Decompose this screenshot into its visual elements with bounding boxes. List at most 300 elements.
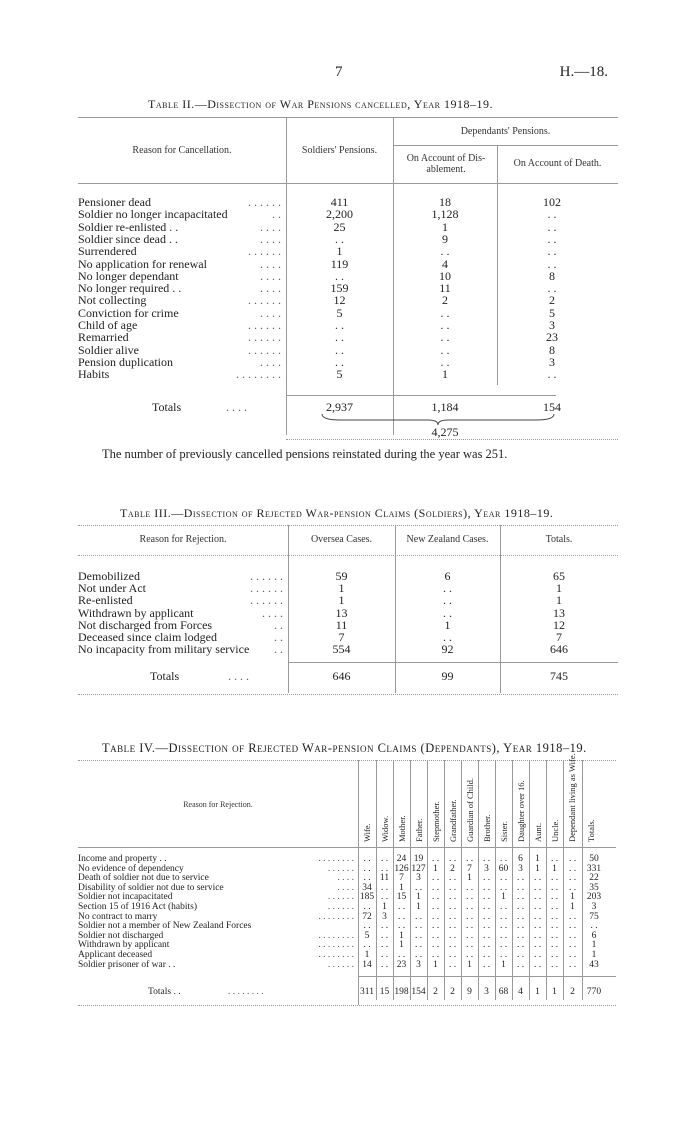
table4-cell: . . [516, 911, 525, 922]
table4-cell: . . [533, 911, 542, 922]
table3-row-reason: Withdrawn by applicant [78, 605, 194, 620]
table2-row-dots: . . . . . . . . [236, 368, 281, 381]
table4-total-cell: 3 [484, 987, 489, 997]
table4-cell: . . [533, 921, 542, 932]
table4-totals-label: Totals . . [148, 987, 181, 997]
table4-cell: . . [516, 902, 525, 912]
table4-cell: . . [533, 873, 542, 884]
table4-cell: . . [568, 882, 577, 893]
table4-header-rule [78, 847, 616, 848]
table4-cell: . . [431, 921, 440, 932]
table2-row-dots: . . . . [260, 220, 281, 233]
table4-cell: . . [363, 863, 371, 874]
table4-column-header: Father. [414, 818, 424, 842]
table4-totals-dots: . . . . . . . . [228, 987, 264, 997]
table4-cell: 7 [467, 863, 472, 874]
table4-total-cell: 2 [570, 987, 575, 997]
table4-cell: . . [431, 854, 440, 864]
table4-cell: 126 [394, 863, 409, 874]
table4-cell: . . [499, 882, 508, 893]
table4-cell: . . [414, 940, 423, 951]
table4-row-dots: . . . . . . . . [318, 931, 354, 941]
table4-cell: . . [550, 854, 559, 864]
table3-total-overseas: 646 [332, 669, 351, 683]
table4-cell: 3 [591, 902, 597, 912]
table4-cell: . . [550, 930, 559, 941]
table4-cell: . . [482, 892, 491, 903]
table4-cell: . . [431, 940, 440, 951]
table3-row-total: 12 [553, 617, 565, 632]
table2-row-disablement: 10 [439, 268, 451, 283]
table4-cell: . . [448, 854, 457, 864]
table2-row-reason: No longer dependant [78, 268, 179, 283]
table4-cell: 1 [535, 854, 540, 864]
table2-row-soldiers: 2,200 [326, 207, 353, 222]
table4-cell: 3 [484, 863, 489, 874]
table4-cell: . . [499, 911, 508, 922]
table4-column-header: Mother. [397, 815, 407, 842]
table4-row-dots: . . . . [337, 874, 354, 884]
table4-total-cell: 1 [535, 987, 540, 997]
table4-cell: . . [448, 930, 457, 941]
table4-row-reason: Applicant deceased [78, 950, 153, 960]
table2-row-disablement: . . [440, 354, 450, 369]
table4-cell: . . [414, 930, 423, 941]
table2-row-death: . . [547, 219, 557, 234]
table4-cell: . . [568, 959, 577, 970]
table2-row-dots: . . . . . . [248, 319, 281, 331]
table4-cell: 7 [399, 873, 404, 884]
table2-row-disablement: 9 [442, 231, 448, 246]
table4-cell: 1 [467, 959, 472, 970]
table3-row-total: 13 [553, 605, 565, 620]
table4-column-header: Grandfather. [448, 799, 458, 842]
table4-cell: 43 [589, 959, 599, 970]
table3-header-overseas: Oversea Cases. [310, 534, 373, 545]
table4-cell: 1 [467, 873, 472, 884]
table4-cell: 1 [399, 930, 404, 941]
table4-cell: . . [516, 950, 525, 960]
table4-cell: . . [448, 911, 457, 922]
table4-cell: 1 [552, 863, 557, 874]
table3-row-total: 7 [556, 630, 562, 644]
table2-header-soldiers: Soldiers' Pensions. [301, 145, 378, 156]
table4-cell: 1 [364, 950, 370, 960]
table4-cell: 72 [362, 911, 372, 922]
table4-row-dots: . . . . . . . . [318, 951, 354, 960]
table4-cell: . . [431, 911, 440, 922]
table2-grand-total: 4,275 [431, 425, 459, 439]
table3-row-nz: . . [443, 630, 452, 644]
table4-cell: 19 [413, 854, 424, 864]
table3-total-all: 745 [550, 669, 568, 683]
table3-top-rule [78, 525, 618, 526]
table4-top-rule [78, 760, 616, 761]
table4-row-dots: . . . . . . . . [318, 941, 354, 951]
table2-row-soldiers: 411 [330, 195, 349, 209]
table4-cell: . . [414, 950, 423, 960]
table4-cell: 1 [570, 902, 575, 912]
table2-total-death: 154 [543, 400, 561, 414]
table2-row-death: 8 [549, 342, 555, 357]
table2-row-disablement: 1,128 [431, 207, 459, 222]
table2-row-disablement: . . [440, 342, 450, 357]
table2-grand-total-brace [320, 412, 556, 426]
table3-row-reason: Not under Act [78, 581, 146, 596]
table2-row-disablement: . . [440, 244, 450, 259]
table4-cell: . . [465, 854, 474, 864]
table2-row-dots: . . . . [260, 306, 281, 319]
table2-row-soldiers: . . [335, 318, 344, 332]
table2-bottom-rule [286, 439, 618, 440]
table3-row-reason: Demobilized [78, 569, 140, 583]
table4-cell: . . [380, 863, 389, 874]
table4-cell: 127 [411, 863, 426, 874]
page-number: 7 [335, 64, 343, 80]
table4-cell: 185 [359, 892, 375, 903]
table4-cell: . . [550, 902, 559, 912]
table3-row-dots: . . . . . . [250, 582, 283, 595]
table4-cell: . . [465, 930, 474, 941]
table2-header-rule [78, 183, 618, 184]
table4-column-header: Wife. [362, 823, 372, 842]
table4-cell: . . [482, 902, 491, 912]
table4-cell: . . [363, 854, 371, 864]
table3-totals-rule [288, 662, 618, 663]
table4-row-reason: Disability of soldier not due to service [78, 882, 224, 893]
table4-cell: . . [448, 921, 457, 932]
table2-header-reason: Reason for Cancellation. [132, 145, 232, 156]
table3-row-overseas: 13 [335, 605, 348, 620]
table4-cell: . . [499, 854, 508, 864]
table3-totals-dots: . . . . [228, 669, 249, 683]
table2-row-reason: Soldier no longer incapacitated [78, 207, 228, 222]
table4-row-dots: . . . . . . [327, 893, 354, 903]
table4-cell: 1 [591, 950, 597, 960]
table2-row-soldiers: . . [335, 330, 344, 345]
table2-row-death: 23 [546, 330, 558, 345]
table4-cell: . . [568, 930, 577, 941]
table4-title: Table IV.—Dissection of Rejected War-pension Claims (Dependants), Year 1918–19. [102, 741, 587, 755]
table2-row-dots: . . . . . . [248, 196, 281, 208]
table4-row-reason: Soldier not discharged [78, 930, 164, 941]
table2-row-death: 2 [549, 293, 555, 308]
table4-cell: . . [482, 854, 491, 864]
table4-total-cell: 311 [360, 987, 374, 997]
table4-cell: . . [448, 950, 457, 960]
table4-cell: . . [465, 911, 474, 922]
table4-cell: 3 [416, 959, 421, 970]
table4-cell: . . [568, 854, 577, 864]
table2-row-reason: Soldier alive [78, 342, 139, 357]
table4-column-header: Aunt. [533, 822, 543, 842]
table4-cell: . . [482, 940, 491, 951]
table4-cell: . . [380, 940, 389, 951]
table3-row-overseas: 554 [332, 642, 351, 657]
table2-totals-rule [286, 395, 556, 396]
table2-row-reason: Pension duplication [78, 354, 173, 369]
table4-cell: . . [568, 863, 577, 874]
table4-cell: . . [499, 921, 508, 932]
table2-row-disablement: . . [440, 330, 450, 345]
table4-column-header: Brother. [482, 814, 492, 842]
table4-cell: . . [590, 921, 598, 932]
table4-cell: 1 [416, 902, 421, 912]
table3-totals-label: Totals [150, 669, 180, 683]
table4-row-reason: Soldier not incapacitated [78, 892, 173, 903]
table4-cell: 2 [450, 863, 455, 874]
table3-row-nz: 92 [441, 642, 454, 657]
table4-cell: . . [380, 892, 389, 903]
table4-cell: 14 [362, 959, 372, 970]
table3-row-overseas: 1 [338, 593, 345, 608]
table2-title: Table II.—Dissection of War Pensions cancelled, Year 1918–19. [148, 97, 493, 111]
table4-cell: 35 [589, 882, 599, 893]
table2-row-reason: No application for renewal [78, 256, 207, 271]
table2-row-dots: . . . . [260, 269, 281, 282]
table4-cell: 203 [586, 892, 602, 903]
table4-cell: . . [397, 911, 406, 922]
table4-column-header: Widow. [380, 815, 390, 842]
table4-cell: 3 [416, 873, 421, 884]
table3-row-dots: . . [274, 618, 283, 631]
table4-cell: . . [380, 882, 389, 893]
table2-row-soldiers: 12 [333, 293, 346, 308]
table4-cell: . . [414, 882, 423, 893]
table2-row-death: 102 [543, 195, 561, 209]
table4-cell: . . [550, 873, 559, 884]
table2-row-death: . . [547, 244, 557, 259]
table4-cell: . . [448, 902, 457, 912]
table2-header-dependants: Dependants' Pensions. [460, 126, 551, 137]
table4-header-reason: Reason for Rejection. [183, 800, 253, 809]
table4-cell: 1 [570, 892, 575, 903]
table3-row-total: 65 [553, 569, 565, 583]
table2-totals-label: Totals [152, 400, 182, 414]
table4-total-cell: 1 [552, 987, 557, 997]
table4-cell: . . [550, 921, 559, 932]
table4-cell: . . [363, 873, 371, 884]
table4-cell: 23 [396, 959, 407, 970]
table4-cell: . . [550, 892, 559, 903]
table4-row-reason: No contract to marry [78, 911, 158, 922]
table2-total-soldiers: 2,937 [326, 400, 353, 414]
table2-subhead-rule [393, 145, 618, 146]
table2-row-dots: . . . . [260, 282, 281, 295]
table4-cell: 1 [501, 959, 506, 970]
table4-column-header: Uncle. [550, 819, 560, 842]
table2-row-death: . . [547, 256, 557, 271]
table2-row-disablement: 11 [439, 281, 451, 296]
table2-row-death: . . [547, 281, 557, 296]
table4-cell: . . [533, 940, 542, 951]
table4-row-reason: Soldier prisoner of war . . [78, 959, 176, 970]
table4-cell: . . [499, 873, 508, 884]
table3-row-dots: . . . . . . [250, 594, 283, 607]
table2-row-death: . . [547, 367, 557, 382]
table4-cell: . . [533, 892, 542, 903]
table4-cell: 24 [396, 854, 407, 864]
table2-row-soldiers: 119 [330, 256, 349, 271]
table2-row-disablement: . . [440, 305, 450, 320]
table4-cell: . . [397, 921, 406, 932]
table4-cell: . . [499, 902, 508, 912]
table3-row-overseas: 59 [335, 569, 348, 583]
table4-column-header: Stepmother. [431, 801, 441, 842]
table2-row-soldiers: 5 [336, 305, 343, 320]
table4-cell: 1 [416, 892, 421, 903]
table4-total-cell: 770 [586, 987, 602, 997]
table3-row-overseas: 11 [335, 617, 348, 632]
table4-column-header: Sister. [499, 820, 509, 842]
table3-row-dots: . . . . [262, 606, 283, 619]
table2-row-disablement: 1 [442, 367, 448, 382]
table4-cell: 1 [501, 892, 506, 903]
table2-header-disablement: On Account of Dis- ablement. [406, 153, 486, 175]
table4-cell: 34 [362, 882, 372, 893]
table3-row-total: 1 [556, 581, 562, 596]
table4-cell: . . [465, 950, 474, 960]
table4-cell: 1 [399, 882, 404, 893]
table4-cell: . . [516, 921, 525, 932]
table4-cell: . . [568, 911, 577, 922]
table2-row-dots: . . . . . . [248, 343, 281, 356]
table2-row-death: 5 [549, 305, 555, 320]
table3-header-rule [78, 555, 618, 556]
table4-cell: . . [431, 892, 440, 903]
table4-cell: . . [550, 950, 559, 960]
table4-cell: 6 [518, 854, 523, 864]
table4-cell: 1 [399, 940, 404, 951]
table3-row-overseas: 1 [338, 581, 345, 596]
table4-cell: . . [363, 902, 371, 912]
table4-cell: 1 [591, 940, 597, 951]
table2-row-reason: Soldier since dead . . [78, 231, 178, 246]
table4-row-dots: . . . . . . [327, 960, 354, 970]
table2-row-reason: Child of age [78, 318, 138, 332]
table2-note: The number of previously cancelled pensions reinstated during the year was 251. [102, 447, 508, 461]
table4-cell: . . [414, 911, 423, 922]
table4-cell: . . [380, 930, 389, 941]
table4-cell: 15 [396, 892, 407, 903]
table2-row-soldiers: . . [335, 354, 344, 369]
table4-cell: . . [516, 892, 525, 903]
table4-cell: 3 [518, 863, 523, 874]
table4-column-header: Daughter over 16. [516, 780, 526, 842]
table4-cell: 22 [589, 873, 599, 884]
table2-row-reason: Remarried [78, 330, 129, 345]
table4-cell: . . [568, 873, 577, 884]
table4-total-cell: 198 [394, 987, 409, 997]
table4-row-dots: . . . . . . [327, 864, 354, 874]
table3-header-reason: Reason for Rejection. [139, 534, 227, 545]
table2-row-soldiers: . . [335, 231, 344, 246]
table2-row-death: 3 [549, 354, 555, 369]
table2-row-reason: Habits [78, 367, 110, 382]
table4-total-cell: 2 [433, 987, 438, 997]
table4-cell: 75 [589, 911, 599, 922]
table2-row-reason: Conviction for crime [78, 305, 179, 320]
table2-row-dots: . . . . [260, 257, 281, 270]
table3-row-dots: . . . . . . [250, 570, 283, 582]
table3-row-dots: . . [274, 631, 283, 643]
table2-row-reason: Pensioner dead [78, 195, 151, 209]
table2-total-disablement: 1,184 [431, 400, 459, 414]
table4-cell: . . [431, 902, 440, 912]
table2-row-reason: Surrendered [78, 244, 137, 259]
table2-row-soldiers: 1 [336, 244, 343, 259]
table4-cell: . . [516, 873, 525, 884]
table3-row-nz: . . [443, 581, 452, 596]
table4-cell: 1 [535, 863, 540, 874]
table4-cell: . . [568, 921, 577, 932]
table2-header-death: On Account of Death. [513, 158, 602, 169]
table4-cell: 60 [498, 863, 509, 874]
table4-cell: . . [550, 940, 559, 951]
table4-cell: . . [380, 921, 389, 932]
table2-row-disablement: 18 [439, 195, 451, 209]
table4-cell: . . [482, 911, 491, 922]
table4-cell: . . [431, 873, 440, 884]
table3-row-nz: 1 [444, 617, 451, 632]
table4-cell: . . [499, 950, 508, 960]
table2-row-disablement: 4 [442, 256, 448, 271]
table3-total-nz: 99 [441, 669, 454, 683]
table2-row-soldiers: . . [335, 342, 344, 357]
table3-bottom-rule [78, 694, 618, 695]
table4-cell: . . [482, 930, 491, 941]
table4-cell: 6 [591, 930, 597, 941]
table3-row-nz: . . [443, 593, 452, 608]
table4-cell: . . [448, 873, 457, 884]
table2-row-soldiers: 25 [333, 219, 346, 234]
table4-total-cell: 15 [379, 987, 390, 997]
table4-cell: . . [533, 959, 542, 970]
table3-header-nz: New Zealand Cases. [406, 534, 489, 545]
table4-cell: . . [568, 940, 577, 951]
table4-cell: . . [516, 940, 525, 951]
table2-top-rule [78, 117, 618, 118]
table3-row-nz: 6 [444, 569, 451, 583]
table4-cell: . . [568, 950, 577, 960]
table4-cell: . . [550, 959, 559, 970]
table4-total-cell: 68 [498, 987, 509, 997]
table4-total-cell: 154 [411, 987, 426, 997]
table2-row-dots: . . . . . . [248, 331, 281, 344]
table4-cell: . . [550, 911, 559, 922]
table4-total-cell: 4 [518, 987, 523, 997]
table3-row-nz: . . [443, 605, 452, 620]
table2-row-death: 8 [549, 268, 555, 283]
table4-cell: 50 [589, 854, 599, 864]
table4-cell: . . [482, 959, 491, 970]
table4-row-reason: Withdrawn by applicant [78, 940, 170, 951]
table4-cell: . . [380, 854, 389, 864]
table4-cell: . . [363, 921, 371, 932]
table4-column-header: Totals. [586, 819, 596, 842]
table3-header-totals: Totals. [545, 534, 573, 545]
table4-cell: . . [363, 940, 371, 951]
table4-row-dots: . . . . . . . . [318, 912, 354, 922]
table4-cell: . . [397, 950, 406, 960]
table4-total-cell: 2 [450, 987, 455, 997]
table4-cell: 11 [379, 873, 390, 884]
table4-row-dots: . . . . . . [327, 903, 354, 912]
table4-cell: . . [465, 892, 474, 903]
table4-cell: . . [482, 873, 491, 884]
table4-cell: . . [448, 882, 457, 893]
table4-row-reason: No evidence of dependency [78, 863, 184, 874]
